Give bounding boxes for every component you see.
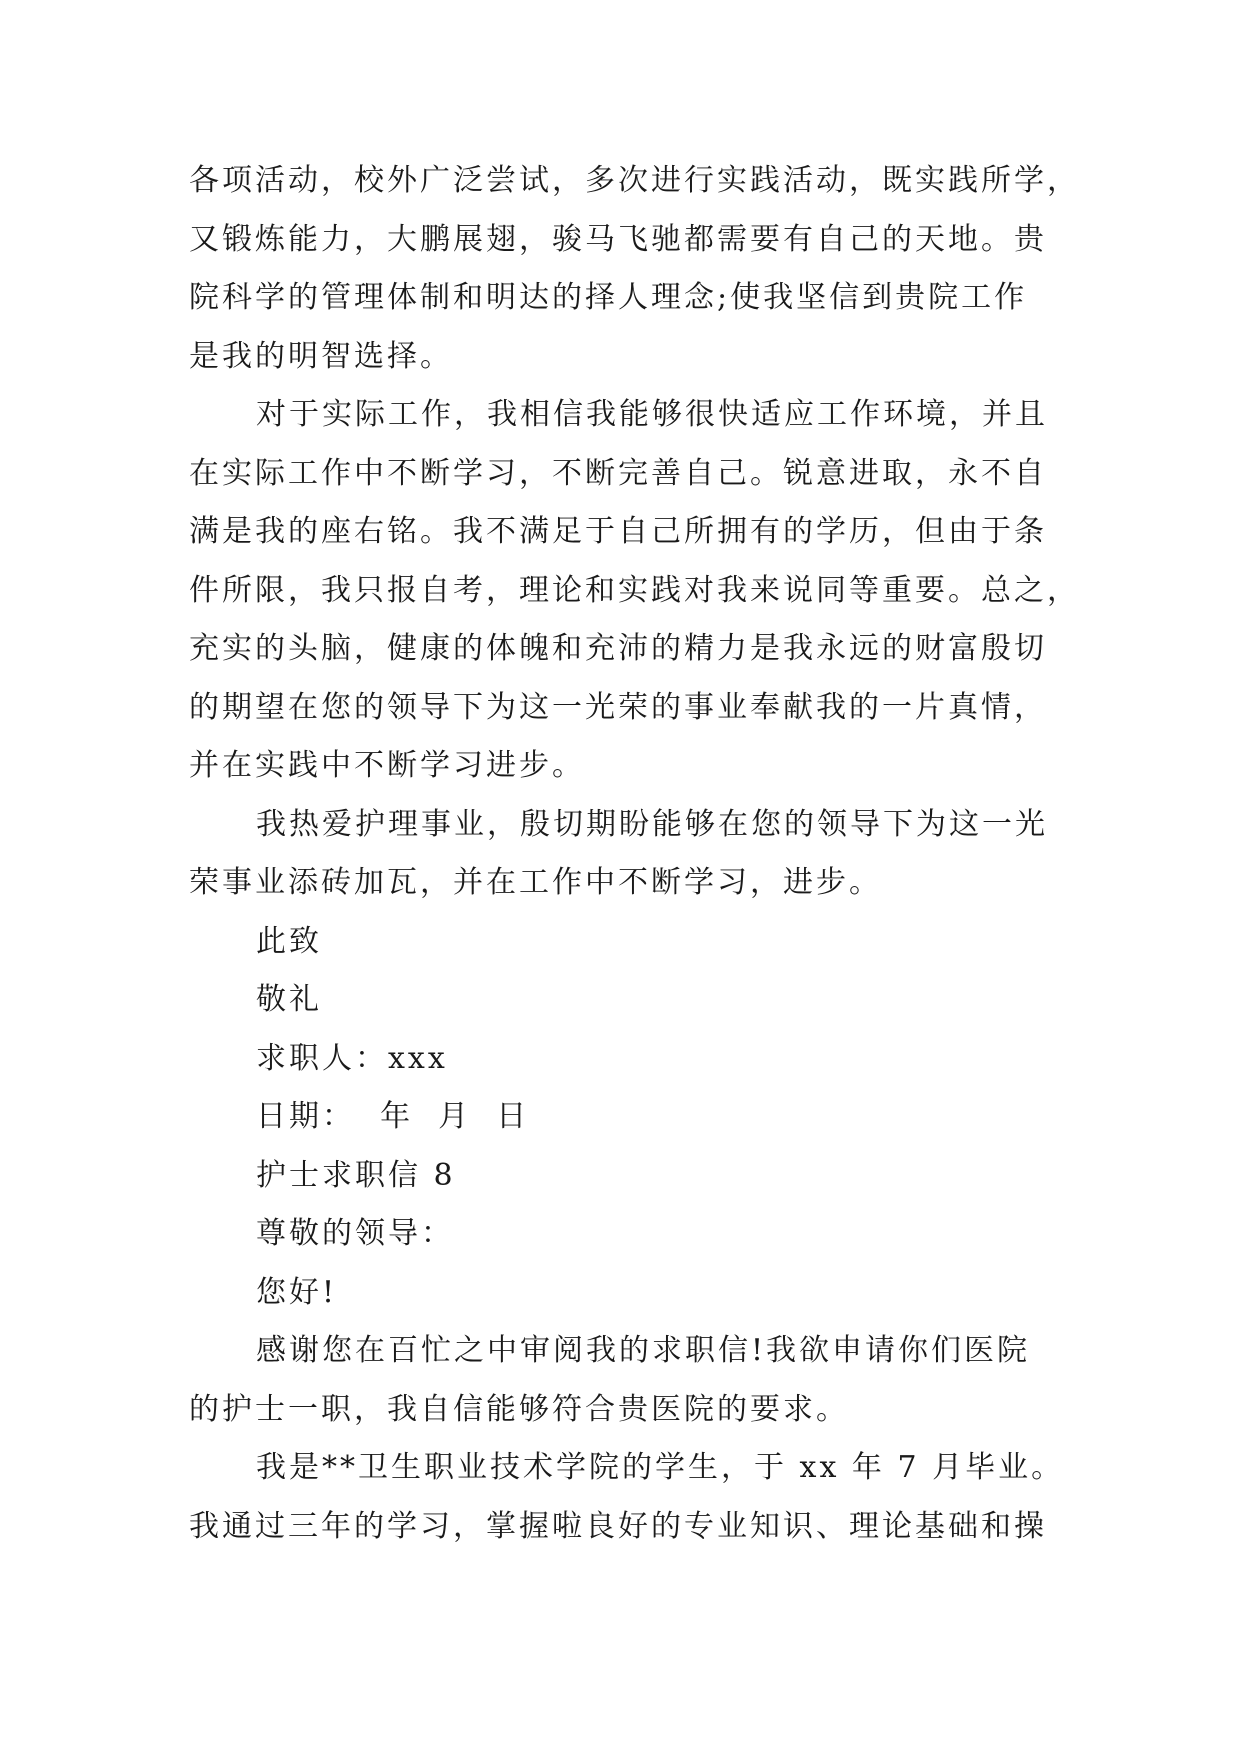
text-line: 荣事业添砖加瓦，并在工作中不断学习，进步。 [189, 865, 882, 900]
text-line: 件所限，我只报自考，理论和实践对我来说同等重要。总之， [189, 572, 1080, 608]
date-line: 日期： 年 月 日 [256, 1099, 530, 1134]
text-line: 院科学的管理体制和明达的择人理念;使我坚信到贵院工作 [189, 280, 1028, 315]
applicant-signature: 求职人：xxx [256, 1040, 448, 1076]
text-line: 又锻炼能力，大鹏展翅，骏马飞驰都需要有自己的天地。贵 [189, 221, 1047, 257]
text-line: 并在实践中不断学习进步。 [189, 748, 585, 783]
section-heading: 护士求职信 8 [256, 1157, 456, 1193]
text-line: 我是**卫生职业技术学院的学生，于 xx 年 7 月毕业。 [256, 1450, 1065, 1485]
text-line: 的期望在您的领导下为这一光荣的事业奉献我的一片真情， [189, 689, 1047, 725]
text-line: 我通过三年的学习，掌握啦良好的专业知识、理论基础和操 [189, 1508, 1047, 1544]
letter-body [189, 152, 1080, 1556]
text-line: 满是我的座右铭。我不满足于自己所拥有的学历，但由于条 [189, 514, 1047, 549]
text-line: 的护士一职，我自信能够符合贵医院的要求。 [189, 1391, 849, 1427]
text-line: 各项活动，校外广泛尝试，多次进行实践活动，既实践所学， [189, 163, 1080, 198]
greeting-recipient: 尊敬的领导： [256, 1216, 454, 1251]
text-line: 我热爱护理事业，殷切期盼能够在您的领导下为这一光 [256, 806, 1048, 842]
text-line: 是我的明智选择。 [189, 338, 453, 374]
text-line: 充实的头脑，健康的体魄和充沛的精力是我永远的财富殷切 [189, 631, 1047, 666]
text-line: 在实际工作中不断学习，不断完善自己。锐意进取，永不自 [189, 455, 1047, 491]
text-line: 对于实际工作，我相信我能够很快适应工作环境，并且 [256, 397, 1048, 432]
closing-regards: 敬礼 [256, 982, 322, 1017]
closing-salutation: 此致 [256, 923, 322, 959]
greeting-hello: 您好! [256, 1274, 338, 1310]
text-line: 感谢您在百忙之中审阅我的求职信!我欲申请你们医院 [256, 1333, 1031, 1368]
